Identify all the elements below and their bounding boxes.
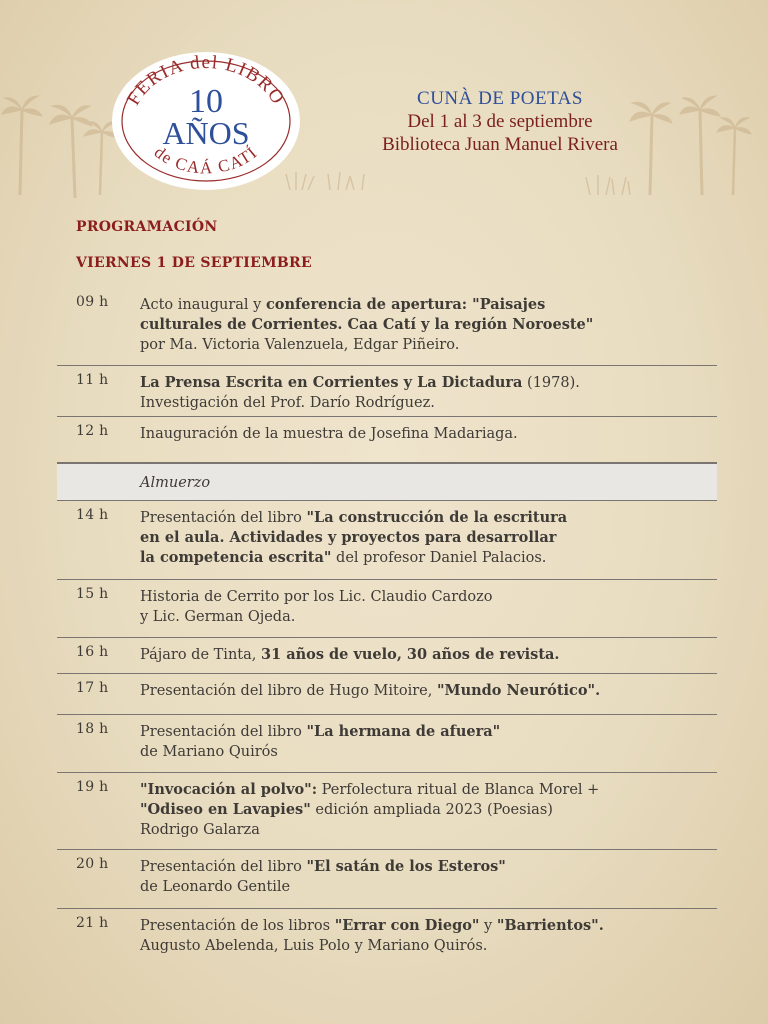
program-heading: PROGRAMACIÓN [76,219,218,235]
schedule-row [57,366,717,417]
description-text: Perfolectura ritual de Blanca Morel + [321,782,600,798]
schedule-time: 11 h [76,372,109,388]
schedule-time: 18 h [76,721,109,737]
palm-tree-icon [2,96,42,195]
logo-number: 10 [189,83,223,120]
description-text: de Leonardo Gentile [140,879,291,895]
description-text: Almuerzo [140,475,211,491]
description-text: Presentación del libro [140,510,307,526]
fair-logo [110,50,302,192]
schedule-description [140,417,717,444]
schedule-time: 12 h [76,423,109,439]
schedule-time: 15 h [76,586,109,602]
schedule-description [140,773,717,840]
palm-tree-icon [50,105,92,198]
schedule-description [140,464,717,493]
description-highlight: "Errar con Diego" [334,917,480,934]
description-text: por Ma. Victoria Valenzuela, Edgar Piñeiro. [140,337,460,353]
schedule-description [140,288,717,355]
description-text: de Mariano Quirós [140,744,278,760]
schedule-time: 20 h [76,856,109,872]
schedule-description [140,715,717,762]
description-highlight: La Prensa Escrita en Corrientes y La Dictadura [140,374,523,391]
schedule-row [57,715,717,773]
schedule-time: 19 h [76,779,109,795]
event-header [330,88,670,156]
description-highlight: 31 años de vuelo, 30 años de revista. [260,646,560,663]
description-highlight: "La construcción de la escritura en el aula. Actividades y proyectos para desarrollar la competencia escrita" [140,509,568,566]
description-text: edición ampliada 2023 (Poesias) Rodrigo Galarza [140,802,553,838]
schedule-description [140,850,717,897]
schedule-description [140,909,717,956]
description-highlight: conferencia de apertura: "Paisajes culturales de Corrientes. Caa Catí y la región Noroeste" [140,296,594,333]
event-dates: Del 1 al 3 de septiembre [407,111,593,132]
palm-tree-icon [680,96,720,195]
description-text: Presentación del libro [140,859,307,875]
day-heading: VIERNES 1 DE SEPTIEMBRE [76,255,312,271]
schedule-row [57,674,717,715]
schedule-row [57,288,717,366]
description-text: Presentación del libro de Hugo Mitoire, [140,683,437,699]
description-text: y [479,918,497,934]
logo-years: AÑOS [162,115,250,151]
schedule-time: 17 h [76,680,109,696]
lunch-break-row [57,463,717,501]
palm-tree-icon [717,118,751,195]
description-highlight: "Odiseo en Lavapies" [140,801,311,818]
description-text: Presentación de los libros [140,918,335,934]
event-venue: Biblioteca Juan Manuel Rivera [382,134,618,155]
schedule-time: 16 h [76,644,109,660]
description-highlight: "La hermana de afuera" [306,723,501,740]
schedule-row [57,417,717,463]
schedule-description [140,638,717,665]
description-text: Inauguración de la muestra de Josefina Madariaga. [140,426,518,442]
schedule-row [57,501,717,580]
description-text: del profesor Daniel Palacios. [331,550,547,566]
schedule-row [57,638,717,674]
description-text: (1978). Investigación del Prof. Darío Rodríguez. [140,375,580,411]
logo-bottom-arc: de CAÁ CATÍ [150,142,262,178]
schedule-row [57,850,717,909]
description-highlight: "Invocación al polvo": [140,781,318,798]
schedule-description [140,366,717,413]
description-text: Augusto Abelenda, Luis Polo y Mariano Quirós. [140,938,488,954]
description-text: Presentación del libro [140,724,307,740]
description-highlight: "Barrientos". [496,917,604,934]
schedule-time: 21 h [76,915,109,931]
description-highlight: "Mundo Neurótico". [436,682,601,699]
description-text: Historia de Cerrito por los Lic. Claudio Cardozo y Lic. German Ojeda. [140,589,493,625]
schedule-list [57,288,717,969]
grass-icon [286,172,630,195]
logo-top-arc: FERIA del LIBRO [123,51,289,109]
schedule-description [140,674,717,701]
schedule-row [57,580,717,638]
description-text: Pájaro de Tinta, [140,647,261,663]
schedule-description [140,501,717,568]
event-subtitle: CUNÀ DE POETAS [417,88,583,109]
description-highlight: "El satán de los Esteros" [306,858,506,875]
schedule-time: 09 h [76,294,109,310]
description-text: Acto inaugural y [140,297,266,313]
schedule-row [57,773,717,850]
schedule-description [140,580,717,627]
schedule-row [57,909,717,969]
schedule-time: 14 h [76,507,109,523]
